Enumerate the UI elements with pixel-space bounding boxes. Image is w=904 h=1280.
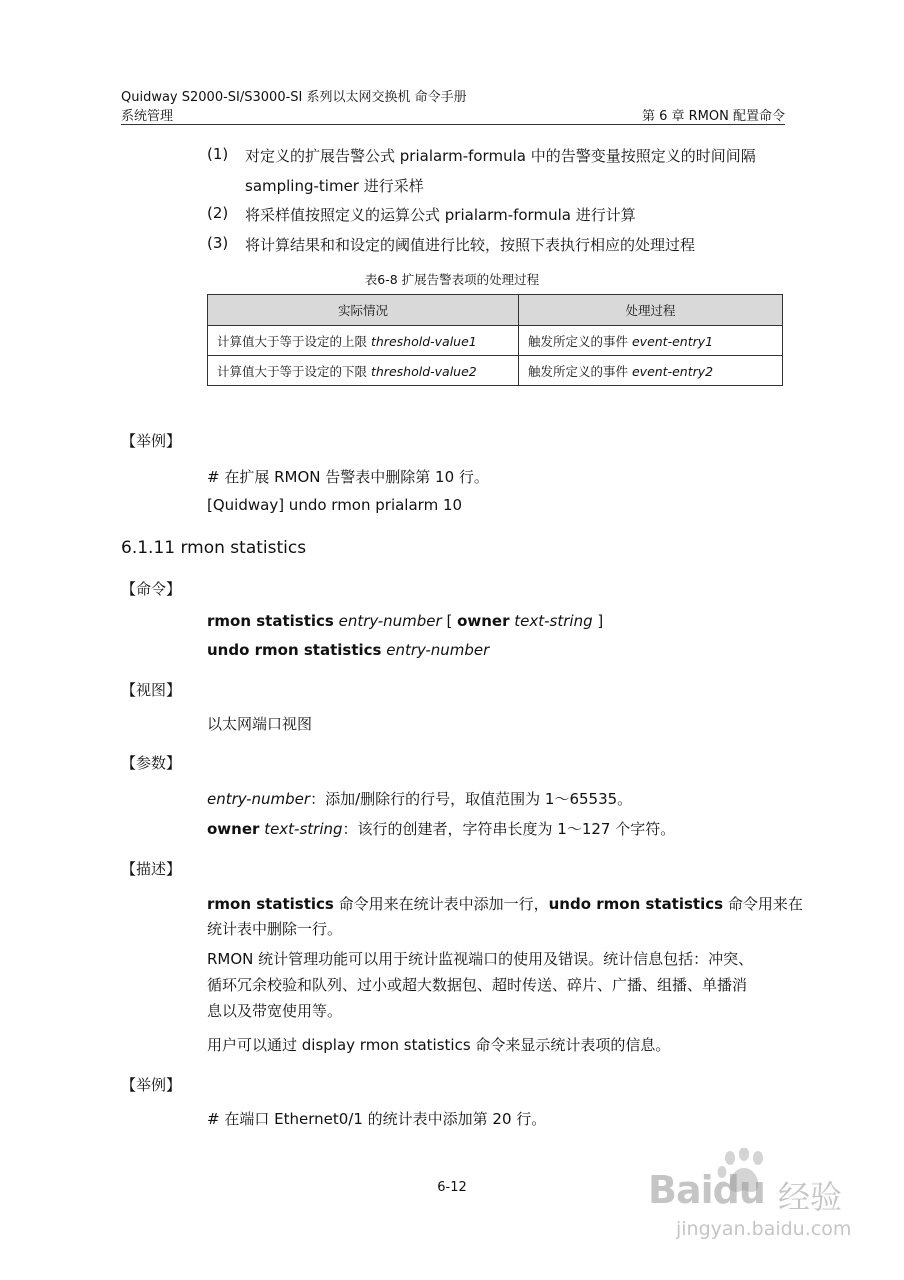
page-number: 6-12 xyxy=(437,1180,467,1195)
example-label: 【举例】 xyxy=(121,432,182,450)
description-para2-line2: 循环冗余校验和队列、过小或超大数据包、超时传送、碎片、广播、组播、单播消 xyxy=(207,976,748,994)
watermark-url: jingyan.baidu.com xyxy=(676,1218,852,1240)
table-cell: 触发所定义的事件 event-entry1 xyxy=(519,326,783,356)
param-entry-number: entry-number：添加/删除行的行号，取值范围为 1～65535。 xyxy=(207,790,633,808)
table-cell: 计算值大于等于设定的下限 threshold-value2 xyxy=(208,356,519,386)
watermark-brand-cn: 经验 xyxy=(778,1178,843,1216)
description-line2: 统计表中删除一行。 xyxy=(207,920,343,938)
table-row xyxy=(208,326,783,356)
table-header-row xyxy=(208,295,783,326)
view-label: 【视图】 xyxy=(121,681,182,699)
description-para2-line3: 息以及带宽使用等。 xyxy=(207,1002,343,1020)
header-doc-title: Quidway S2000-SI/S3000-SI 系列以太网交换机 命令手册 xyxy=(121,90,467,105)
example2-label: 【举例】 xyxy=(121,1076,182,1094)
example-comment: # 在扩展 RMON 告警表中删除第 10 行。 xyxy=(207,468,489,486)
command-label: 【命令】 xyxy=(121,580,182,598)
param-owner: owner text-string：该行的创建者，字符串长度为 1～127 个字符。 xyxy=(207,820,676,838)
processing-table xyxy=(207,294,783,386)
step-2-text: 将采样值按照定义的运算公式 prialarm-formula 进行计算 xyxy=(245,206,636,224)
description-line1: rmon statistics 命令用来在统计表中添加一行，undo rmon statistics 命令用来在 xyxy=(207,895,803,913)
header-rule xyxy=(121,124,785,125)
command-syntax-line1: rmon statistics entry-number [ owner text-string ] xyxy=(207,612,604,630)
view-text: 以太网端口视图 xyxy=(207,715,313,733)
table-header-situation: 实际情况 xyxy=(208,295,519,326)
header-section-name: 系统管理 xyxy=(121,109,174,124)
watermark-brand: Baidu xyxy=(648,1168,765,1212)
step-1-number: (1) xyxy=(207,145,229,163)
command-syntax-line2: undo rmon statistics entry-number xyxy=(207,641,490,659)
params-label: 【参数】 xyxy=(121,754,182,772)
table-cell: 触发所定义的事件 event-entry2 xyxy=(519,356,783,386)
description-para3: 用户可以通过 display rmon statistics 命令来显示统计表项的信息。 xyxy=(207,1036,671,1054)
step-2-number: (2) xyxy=(207,204,229,222)
section-title: 6.1.11 rmon statistics xyxy=(121,538,307,558)
header-chapter-title: 第 6 章 RMON 配置命令 xyxy=(641,109,785,124)
table-row xyxy=(208,356,783,386)
table-caption: 表6-8 扩展告警表项的处理过程 xyxy=(364,272,540,287)
description-para2-line1: RMON 统计管理功能可以用于统计监视端口的使用及错误。统计信息包括：冲突、 xyxy=(207,950,754,968)
table-cell: 计算值大于等于设定的上限 threshold-value1 xyxy=(208,326,519,356)
table-header-process: 处理过程 xyxy=(519,295,783,326)
description-label: 【描述】 xyxy=(121,860,182,878)
step-1-line2: sampling-timer 进行采样 xyxy=(245,177,424,195)
step-3-text: 将计算结果和和设定的阈值进行比较，按照下表执行相应的处理过程 xyxy=(245,236,696,254)
step-1-line1: 对定义的扩展告警公式 prialarm-formula 中的告警变量按照定义的时间间隔 xyxy=(245,147,756,165)
step-3-number: (3) xyxy=(207,234,229,252)
example-command: [Quidway] undo rmon prialarm 10 xyxy=(207,496,463,514)
example2-comment: # 在端口 Ethernet0/1 的统计表中添加第 20 行。 xyxy=(207,1110,547,1128)
